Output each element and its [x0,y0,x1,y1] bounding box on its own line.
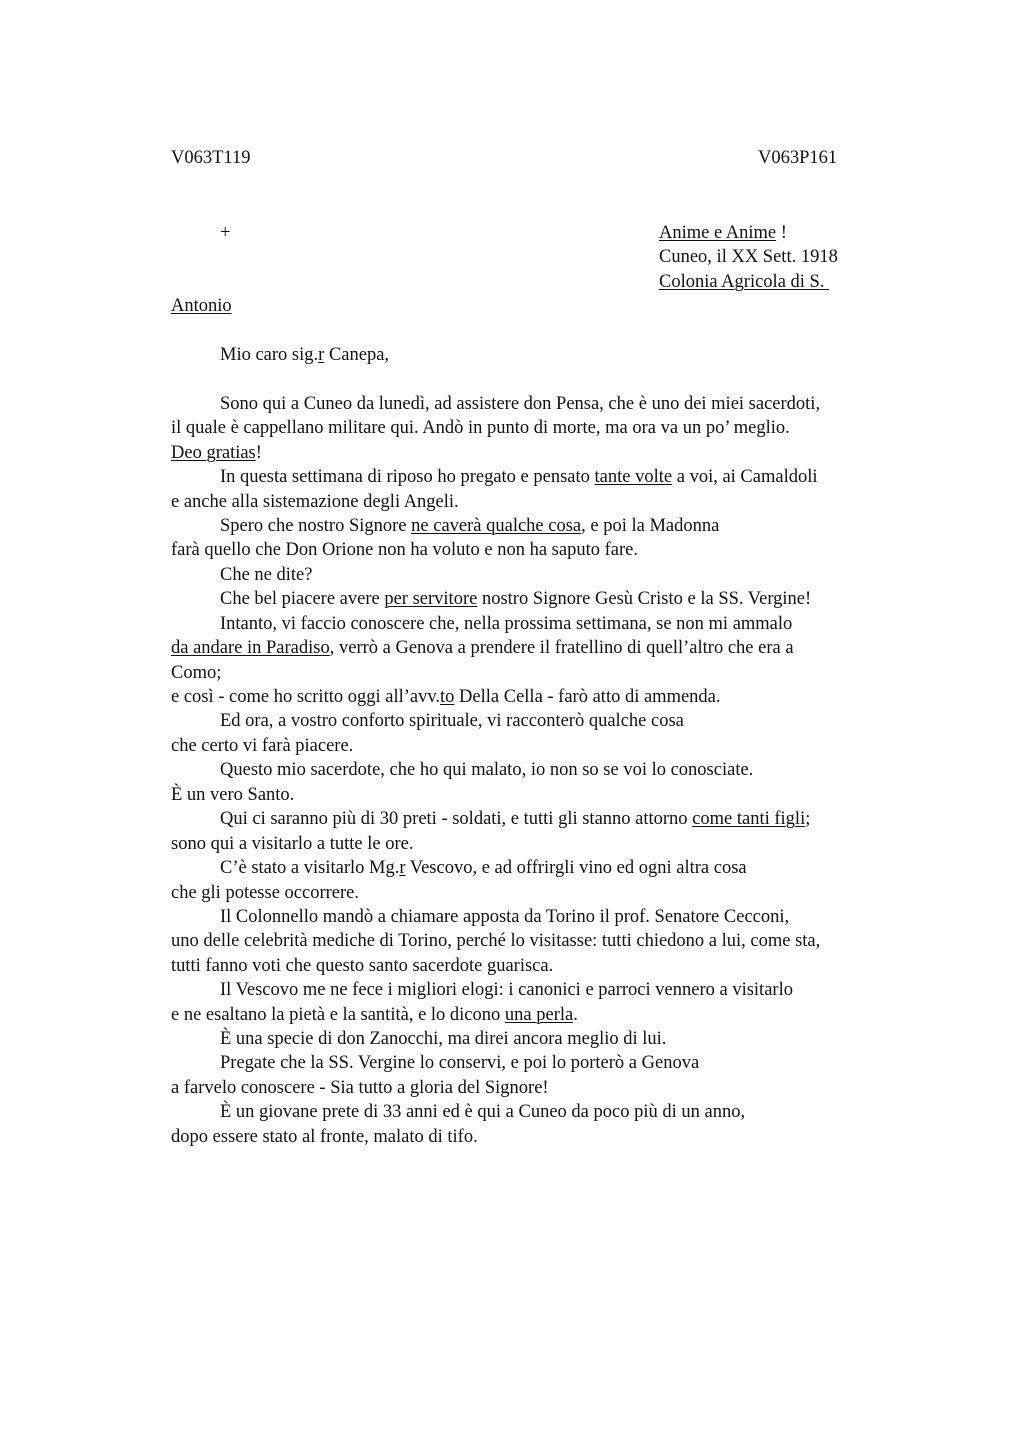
body-line-17: È un vero Santo. [171,785,295,805]
body-line-4-u: tante volte [594,467,673,487]
body-line-4-b: a voi, ai Camaldoli [672,467,818,487]
body-line-6-b: , e poi la Madonna [581,516,720,536]
body-line-2: il quale è cappellano militare qui. Andò in punto di morte, ma ora va un po’ meglio. [171,418,790,438]
body-line-6-u: ne caverà qualche cosa [411,516,582,536]
body-line-3 [171,444,262,463]
body-line-13-u: to [440,687,455,707]
body-line-18 [220,810,810,829]
body-line-3-end: ! [255,443,262,463]
body-line-15: che certo vi farà piacere. [171,736,354,756]
body-line-26-u: una perla [504,1005,574,1025]
body-line-10: Intanto, vi faccio conoscere che, nella prossima settimana, se non mi ammalo [220,614,793,634]
salutation-sup: r [318,345,325,365]
body-line-9-a: Che bel piacere avere [220,589,385,609]
body-line-24: tutti fanno voti che questo santo sacerdote guarisca. [171,956,554,976]
body-line-6-a: Spero che nostro Signore [220,516,412,536]
body-line-7: farà quello che Don Orione non ha voluto e non ha saputo fare. [171,540,638,560]
body-line-9-u: per servitore [384,589,478,609]
motto-end: ! [776,223,787,243]
body-line-9-b: nostro Signore Gesù Cristo e la SS. Vergine! [477,589,812,609]
body-line-23: uno delle celebrità mediche di Torino, perché lo visitasse: tutti chiedono a lui, come sta, [171,931,821,951]
body-line-26 [171,1006,578,1025]
body-line-4-a: In questa settimana di riposo ho pregato e pensato [220,467,595,487]
body-line-5: e anche alla sistemazione degli Angeli. [171,492,459,512]
body-line-13 [171,688,721,707]
body-line-22: Il Colonnello mandò a chiamare apposta da Torino il prof. Senatore Cecconi, [220,907,790,927]
body-line-13-b: Della Cella - farò atto di ammenda. [454,687,721,707]
colonia-line: Colonia Agricola di S. [659,272,830,292]
deo-gratias: Deo gratias [171,443,256,463]
salutation-c: Canepa, [324,345,390,365]
body-line-11 [171,639,794,658]
salutation-a: Mio caro sig. [220,345,319,365]
body-line-31: dopo essere stato al fronte, malato di tifo. [171,1127,478,1147]
body-line-11-b: , verrò a Genova a prendere il fratellino di quell’altro che era a [329,638,794,658]
body-line-20-b: Vescovo, e ad offrirgli vino ed ogni altra cosa [405,858,747,878]
body-line-20-a: C’è stato a visitarlo Mg. [220,858,400,878]
place-date: Cuneo, il XX Sett. 1918 [659,247,838,267]
document-code-right: V063P161 [758,148,838,168]
body-line-11-u: da andare in Paradiso [171,638,330,658]
body-line-9 [220,590,811,609]
salutation [220,346,389,365]
body-line-12: Como; [171,663,222,683]
motto-underlined: Anime e Anime [659,223,777,243]
motto [659,224,787,243]
body-line-18-b: ; [805,809,811,829]
cross-symbol: + [220,223,231,243]
body-line-1: Sono qui a Cuneo da lunedì, ad assistere don Pensa, che è uno dei miei sacerdoti, [220,394,821,414]
body-line-4 [220,468,818,487]
body-line-18-a: Qui ci saranno più di 30 preti - soldati, e tutti gli stanno attorno [220,809,693,829]
body-line-26-a: e ne esaltano la pietà e la santità, e lo dicono [171,1005,505,1025]
body-line-20 [220,859,747,878]
body-line-14: Ed ora, a vostro conforto spirituale, vi racconterò qualche cosa [220,711,684,731]
body-line-30: È un giovane prete di 33 anni ed è qui a Cuneo da poco più di un anno, [220,1102,746,1122]
body-line-20-u: r [399,858,406,878]
body-line-13-a: e così - come ho scritto oggi all’avv. [171,687,441,707]
body-line-8: Che ne dite? [220,565,313,585]
body-line-18-u: come tanti figli [692,809,806,829]
body-line-19: sono qui a visitarlo a tutte le ore. [171,834,414,854]
body-line-16: Questo mio sacerdote, che ho qui malato, io non so se voi lo conosciate. [220,760,754,780]
body-line-26-b: . [573,1005,578,1025]
body-line-21: che gli potesse occorrere. [171,883,359,903]
body-line-27: È una specie di don Zanocchi, ma direi ancora meglio di lui. [220,1029,667,1049]
antonio-line: Antonio [171,296,232,316]
body-line-6 [220,517,719,536]
body-line-25: Il Vescovo me ne fece i migliori elogi: i canonici e parroci vennero a visitarlo [220,980,793,1000]
body-line-28: Pregate che la SS. Vergine lo conservi, e poi lo porterò a Genova [220,1053,700,1073]
document-code-left: V063T119 [171,148,251,168]
body-line-29: a farvelo conoscere - Sia tutto a gloria del Signore! [171,1078,549,1098]
